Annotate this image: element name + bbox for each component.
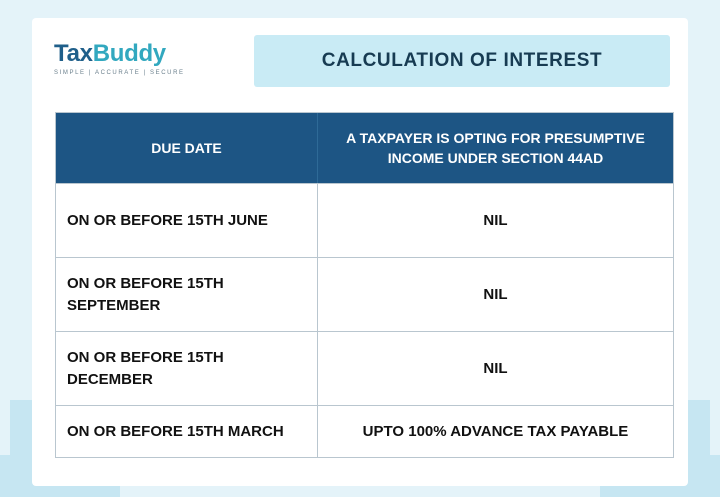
header-due-date: DUE DATE [56, 113, 318, 183]
content-card [32, 18, 688, 486]
logo-tagline: SIMPLE | ACCURATE | SECURE [54, 70, 185, 76]
interest-cell: NIL [483, 211, 508, 229]
background-decoration [688, 400, 710, 460]
interest-cell: UPTO 100% ADVANCE TAX PAYABLE [362, 422, 629, 440]
interest-cell: NIL [483, 285, 508, 303]
due-date-cell: ON OR BEFORE 15TH MARCH [56, 406, 318, 457]
table-row [56, 257, 673, 331]
interest-cell: NIL [483, 359, 508, 377]
logo-name-part1: Tax [54, 40, 93, 67]
logo-name-part2: Buddy [92, 40, 166, 67]
table-row [56, 183, 673, 257]
table-row [56, 331, 673, 405]
due-date-cell: ON OR BEFORE 15TH DECEMBER [56, 332, 318, 405]
table-row [56, 405, 673, 457]
table-header [56, 113, 673, 183]
taxbuddy-logo [54, 40, 194, 90]
header-presumptive-income: A TAXPAYER IS OPTING FOR PRESUMPTIVE INCOME UNDER SECTION 44AD [346, 130, 645, 166]
title-banner [254, 35, 670, 87]
page-title: CALCULATION OF INTEREST [321, 50, 603, 71]
interest-table [55, 112, 674, 458]
logo-name [54, 40, 194, 68]
due-date-cell: ON OR BEFORE 15TH SEPTEMBER [56, 258, 318, 331]
background-decoration [10, 400, 32, 460]
due-date-cell: ON OR BEFORE 15TH JUNE [56, 184, 318, 257]
